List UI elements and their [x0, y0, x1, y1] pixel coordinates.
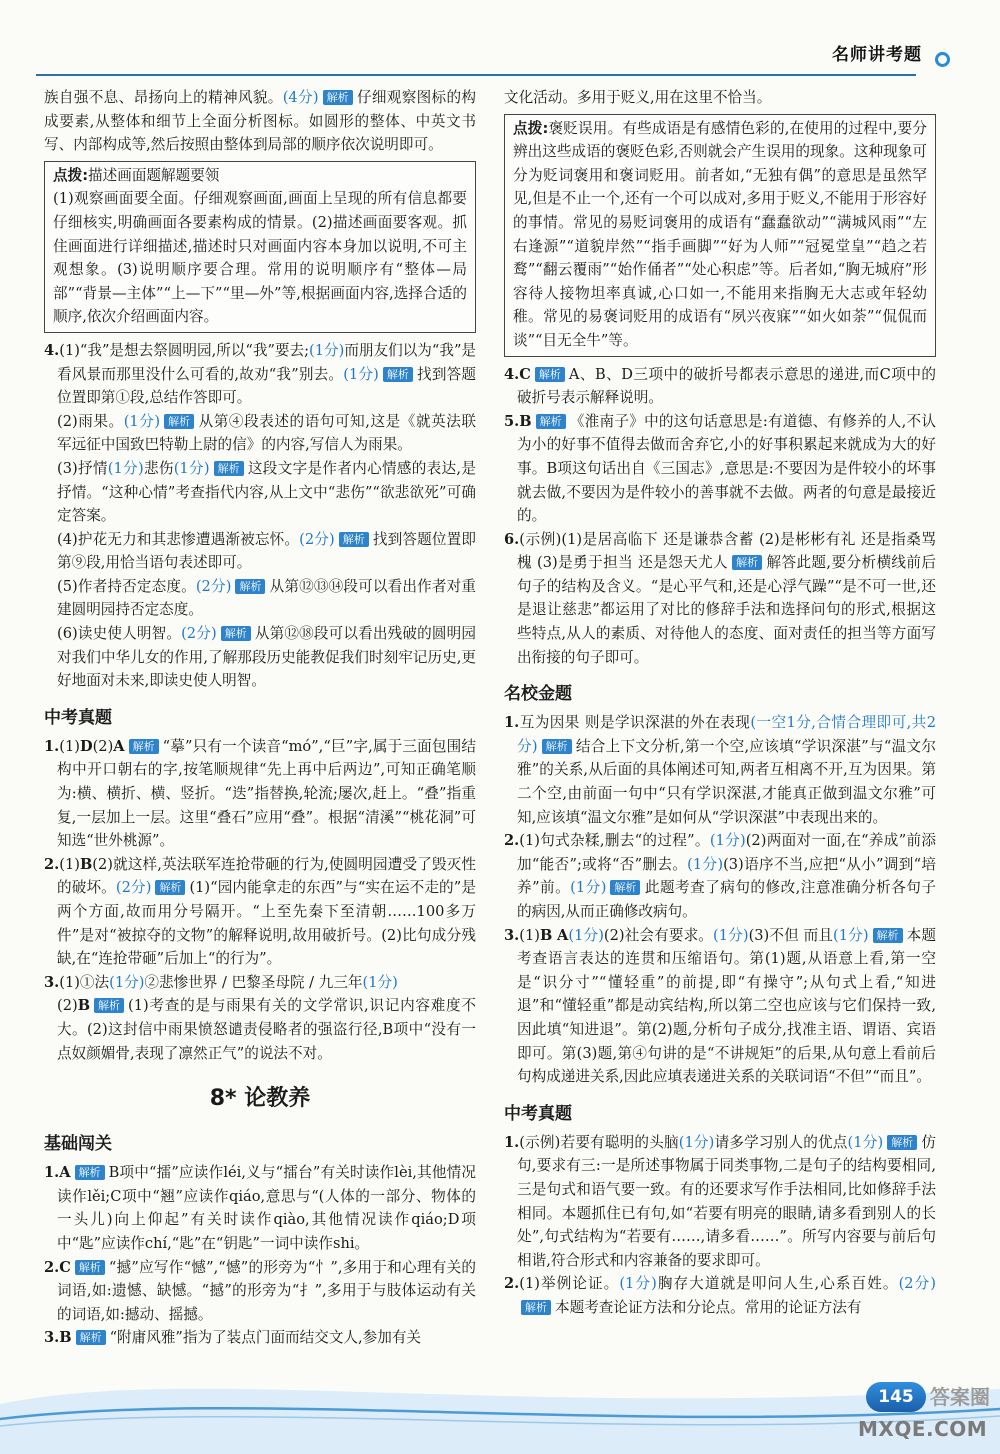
bold-label: D — [79, 737, 93, 755]
bold-label: 3.B — [44, 1329, 72, 1347]
text-run: 这段文字是作者内心情感的表达,是抒情。“这种心情”考查指代内容,从上文中“悲伤”“欲悲欲死”可确定答案。 — [57, 459, 476, 525]
score-points: (1分) — [343, 365, 379, 383]
text-run: (1)考查的是与雨果有关的文学常识,识记内容难度不大。(2)这封信中雨果愤怒谴责侵略者的强盗行径,B项中“没有一点奴颜媚骨,表现了凛然正气”的说法不对。 — [57, 997, 476, 1062]
text-run: (3)不但 而且 — [748, 926, 834, 944]
text-run: 褒贬误用。有些成语是有感情色彩的,在使用的过程中,要分辨出这些成语的褒贬色彩,否则就会产生误用的现象。这种现象可分为贬词褒用和褒词贬用。前者如,“无独有偶”的意思是虽然罕见,但是不止一个,还有一个可以成对,多用于贬义,不能用于形容好的事情。常见的易贬词褒用的成语有“蠢蠢欲动”“满城风雨”“左右逢源”“道貌岸然”“指手画脚”“好为人师”“冠冕堂皇”“趋之若鹜”“翻云覆雨”“始作俑者”“处心积虑”等。后者如,“胸无城府”形容待人接物坦率真诚,心口如一,不能用来指胸无大志或年轻幼稚。常见的易褒词贬用的成语有“夙兴夜寐”“如火如荼”“侃侃而谈”“目无全牛”等。 — [513, 119, 927, 349]
text-run: B项中“擂”应读作léi,义与“擂台”有关时读作lèi,其他情况读作lěi;C项中“翘”应读作qiáo,意思与“(人体的一部分、物体的一头儿)向上仰起”有关时读作qiào,其他情况读作qiáo;D项中“匙”应读作chí,“匙”在“钥匙”一词中读作shi。 — [57, 1164, 476, 1252]
analysis-tag: 解析 — [75, 1260, 105, 1275]
answer-item — [504, 1131, 936, 1273]
text-run: 互为因果 则是学识深湛的外在表现 — [519, 714, 751, 732]
bold-label: 1.A — [44, 1164, 71, 1182]
text-run: (2)两面对一面,在“养成”前添加“能否”;或将“否”删去。 — [517, 832, 936, 873]
bold-label: 3. — [44, 973, 60, 991]
text-run: ②悲惨世界 / 巴黎圣母院 / 九三年 — [144, 973, 363, 991]
text-run: 胸存大道就是叩问人生,心系百姓。 — [656, 1275, 899, 1293]
answer-item — [504, 528, 936, 670]
text-run: 此题考查了病句的修改,注意准确分析各句子的病因,从而正确修改病句。 — [517, 879, 936, 920]
analysis-tag: 解析 — [887, 1135, 917, 1150]
text-run: (2) — [57, 997, 78, 1015]
tip-box — [44, 161, 476, 333]
answer-item — [44, 853, 476, 971]
watermark-top: 答案圈 — [930, 1385, 990, 1409]
text-run: (3)语序不当,应把“从小”调到“培养”前。 — [517, 855, 936, 897]
analysis-tag: 解析 — [535, 367, 565, 382]
answer-item — [44, 339, 476, 410]
text-run: (5)作者持否定态度。 — [57, 577, 196, 595]
answer-subitem — [44, 457, 476, 528]
bold-label: 点拨: — [53, 166, 89, 184]
text-run: (1) — [519, 926, 540, 944]
analysis-tag: 解析 — [542, 739, 572, 754]
text-run: 族自强不息、昂扬向上的精神风貌。 — [44, 89, 283, 106]
section-heading: 中考真题 — [504, 1103, 572, 1124]
text-run: (1)举例论证。 — [519, 1275, 620, 1293]
text-run: 从第⑫⑬⑭段可以看出作者对重建圆明园持否定态度。 — [57, 577, 476, 619]
score-points: (1分) — [687, 855, 724, 873]
bold-label: B — [79, 855, 93, 873]
text-run: (1) — [59, 737, 80, 755]
text-run: (2)就这样,英法联军连抢带砸的行为,使圆明园遭受了毁灭性的破坏。 — [57, 855, 476, 897]
text-run: 《淮南子》中的这句话意思是:有道德、有修养的人,不认为小的好事不值得去做而舍弃它,小的好事积累起来就成为大的好事。B项这句话出自《三国志》,意思是:不要因为是件较小的坏事就去做,不要因为是件较小的善事就不去做。两者的句意是最接近的。 — [517, 412, 936, 525]
answer-item — [44, 971, 476, 995]
tip-box-body: (1)观察画面要全面。仔细观察画面,画面上呈现的所有信息都要仔细核实,明确画面各要素构成的情景。(2)描述画面要客观。抓住画面进行详细描述,描述时只对画面内容本身加以说明,不可主观想象。(3)说明顺序要合理。常用的说明顺序有“整体—局部”“背景—主体”“上—下”“里—外”等,根据画面内容,选择合适的顺序,依次介绍画面内容。 — [53, 190, 467, 326]
bold-label: 1. — [504, 714, 520, 732]
text-run: 从第④段表述的语句可知,这是《就英法联军远征中国致巴特勒上尉的信》的内容,写信人为雨果。 — [57, 412, 476, 454]
score-points: (1分) — [570, 879, 607, 897]
section-heading: 中考真题 — [44, 707, 112, 728]
analysis-tag: 解析 — [732, 555, 762, 570]
score-points: (1分) — [107, 459, 144, 477]
score-points: (1分) — [362, 973, 398, 991]
text-run: (2)雨果。 — [57, 412, 124, 430]
text-run: “撼”应写作“憾”,“憾”的形旁为“忄”,多用于和心理有关的词语,如:遗憾、缺憾。“撼”的形旁为“扌”,多用于与肢体运动有关的词语,如:撼动、摇撼。 — [57, 1258, 476, 1323]
text-run: 本题考查论证方法和分论点。常用的论证方法有 — [555, 1298, 862, 1316]
analysis-tag: 解析 — [323, 90, 353, 105]
bold-label: 2. — [504, 1275, 520, 1293]
text-run: (1)“园内能拿走的东西”与“实在运不走的”是两个方面,故而用分号隔开。“上至先秦下至清朝……100多万件”是对“被掠夺的文物”的解释说明,故用破折号。(2)比句成分残缺,在“连抢带砸”后加上“的行为”。 — [57, 879, 476, 968]
bold-label: B — [539, 926, 553, 944]
text-run: 找到答题位置即第①段,总结作答即可。 — [57, 365, 476, 407]
right-column — [504, 86, 936, 1364]
section-heading: 名校金题 — [504, 684, 572, 705]
text-run: (3)抒情 — [57, 459, 108, 477]
answer-item — [504, 924, 936, 1089]
bold-label: A — [113, 737, 125, 755]
tip-box — [504, 114, 936, 357]
text-run: 请多学习别人的优点 — [714, 1133, 848, 1151]
tip-box-heading — [53, 164, 467, 188]
text-run: “摹”只有一个读音“mó”,“巨”字,属于三面包围结构中开口朝右的字,按笔顺规律“先上再中后两边”,可知正确笔顺为:横、横折、横、竖折。“迭”指替换,轮流;屡次,赶上。“叠”指重复,一层加上一层。这里“叠石”应用“叠”。根据“清溪”“桃花洞”可知选“世外桃源”。 — [57, 737, 476, 850]
lesson-title: 8* 论教养 — [209, 1086, 311, 1112]
text-run: (2)社会有要求。 — [603, 926, 714, 944]
text-run: 从第⑫⑱段可以看出残破的圆明园对我们中华儿女的作用,了解那段历史能教促我们时刻牢记历史,更好地面对未来,即读史使人明智。 — [57, 625, 476, 690]
score-points: (一空1分,合情合理即可,共2分) — [517, 714, 936, 755]
analysis-tag: 解析 — [235, 579, 265, 594]
analysis-tag: 解析 — [94, 998, 124, 1013]
bold-label: 1. — [504, 1133, 520, 1151]
text-run: (6)读史使人明智。 — [57, 625, 182, 643]
analysis-tag: 解析 — [164, 414, 194, 429]
text-run: (1)“我”是想去祭圆明园,所以“我”要去; — [59, 341, 310, 359]
score-points: (2分) — [898, 1275, 936, 1293]
text-run: 文化活动。多用于贬义,用在这里不恰当。 — [504, 89, 772, 106]
watermark: MXQE.COM — [858, 1417, 988, 1441]
text-run: 悲伤 — [143, 459, 174, 477]
score-points: (1分) — [568, 926, 604, 944]
score-points: (2分) — [299, 530, 335, 548]
score-points: (1分) — [173, 459, 210, 477]
analysis-tag: 解析 — [339, 532, 369, 547]
score-points: (4分) — [282, 89, 319, 106]
text-run: 而朋友们以为“我”是看风景而那里没什么可看的,故劝“我”别去。 — [57, 341, 476, 383]
analysis-tag: 解析 — [873, 928, 903, 943]
text-run: (1)句式杂糅,删去“的过程”。 — [519, 832, 710, 850]
text-run: 本题考查语言表达的连贯和压缩语句。第(1)题,从语意上看,第一空是“识分寸”“懂轻重”的前提,即“有操守”;从句式上看,“知进退”和“懂轻重”都是动宾结构,所以第二空也应该与它们保持一致,因此填“知进退”。第(2)题,分析句子成分,找准主语、谓语、宾语即可。第(3)题,第④句讲的是“不讲规矩”的后果,从句意上看前后句构成递进关系,因此应填表递进关系的关联词语“不但”“而且”。 — [517, 926, 936, 1086]
bold-label: 1. — [44, 737, 60, 755]
score-points: (1分) — [619, 1275, 657, 1293]
text-run: 解答此题,要分析横线前后句子的结构及含义。“是心平气和,还是心浮气躁”“是不可一世,还是退让慈悲”都运用了对比的修辞手法和选择问句的形式,根据这些特点,从人的素质、对待他人的态度、面对责任的担当等方面写出衔接的句子即可。 — [517, 554, 936, 666]
page-number: 145 — [866, 1382, 926, 1412]
text-run: 找到答题位置即第⑨段,用恰当语句表述即可。 — [57, 530, 476, 572]
bold-label: 6. — [504, 530, 520, 548]
text-run: (示例)若要有聪明的头脑 — [519, 1133, 679, 1151]
text-run: 仔细观察图标的构成要素,从整体和细节上全面分析图标。如圆形的整体、中英文书写、内部构成等,然后按照由整体到局部的顺序依次说明即可。 — [44, 89, 476, 154]
answer-item — [44, 1256, 476, 1327]
text-run: 仿句,要求有三:一是所述事物属于同类事物,二是句子的结构要相同,三是句式和语气要一致。有的还要求写作手法相同,比如修辞手法相同。本题抓住已有句,如“若要有明亮的眼睛,请多看到别人的长处”,句式结构为“若要有……,请多看……”。所写内容要与前后句相谐,符合形式和内容兼备的要求即可。 — [517, 1133, 936, 1269]
score-points: (2分) — [195, 577, 232, 595]
text-run: (4)护花无力和其悲惨遭遇渐被忘怀。 — [57, 530, 300, 548]
answer-subitem — [44, 410, 476, 457]
answer-item — [504, 363, 936, 410]
score-points: (2分) — [115, 879, 152, 897]
answer-subitem — [44, 575, 476, 622]
analysis-tag: 解析 — [536, 414, 566, 429]
score-points: (1分) — [713, 926, 749, 944]
tip-box-heading — [513, 117, 927, 353]
answer-subitem — [44, 622, 476, 693]
footer-wave-decoration — [0, 1364, 1000, 1454]
bold-label: 点拨: — [513, 119, 549, 137]
answer-item — [504, 711, 936, 829]
text-run: “附庸风雅”指为了装点门面而结交文人,参加有关 — [109, 1329, 422, 1347]
section-heading: 基础闯关 — [44, 1134, 112, 1155]
score-points: (1分) — [123, 412, 161, 430]
bold-label: 3. — [504, 926, 520, 944]
paragraph — [44, 86, 476, 157]
bold-label: 5.B — [504, 412, 532, 430]
answer-item — [44, 1326, 476, 1350]
answer-item — [504, 1272, 936, 1319]
analysis-tag: 解析 — [221, 626, 251, 641]
analysis-tag: 解析 — [214, 461, 244, 476]
score-points: (2分) — [181, 625, 217, 643]
text-run: (1)①法 — [59, 973, 110, 991]
analysis-tag: 解析 — [129, 739, 159, 754]
score-points: (1分) — [309, 341, 345, 359]
analysis-tag: 解析 — [521, 1300, 551, 1315]
bold-label: A — [557, 926, 569, 944]
analysis-tag: 解析 — [383, 367, 413, 382]
bold-label: 2. — [44, 855, 60, 873]
bold-label: 2.C — [44, 1258, 71, 1276]
text-run: (2) — [92, 737, 114, 755]
analysis-tag: 解析 — [610, 880, 640, 895]
text-run: A、B、D三项中的破折号都表示意思的递进,而C项中的破折号表示解释说明。 — [517, 365, 936, 407]
answer-item — [504, 829, 936, 923]
score-points: (1分) — [709, 832, 746, 850]
score-points: (1分) — [109, 973, 145, 991]
header-title: 名师讲考题 — [832, 45, 922, 65]
analysis-tag: 解析 — [76, 1330, 106, 1345]
answer-subitem — [44, 528, 476, 575]
answer-item — [44, 1161, 476, 1255]
answer-item — [504, 410, 936, 528]
text-run: (1) — [59, 855, 80, 873]
text-run: 结合上下文分析,第一个空,应该填“学识深湛”与“温文尔雅”的关系,从后面的具体阐述可知,两者互相离不开,互为因果。第二个空,由前面一句中“只有学识深湛,才能真正做到温文尔雅”可知,应该填“温文尔雅”是如何从“学识深湛”中表现出来的。 — [517, 737, 936, 826]
answer-subitem — [44, 994, 476, 1065]
left-column — [44, 86, 476, 1364]
analysis-tag: 解析 — [75, 1165, 105, 1180]
analysis-tag: 解析 — [155, 880, 185, 895]
header-divider — [36, 74, 916, 76]
score-points: (1分) — [847, 1133, 884, 1151]
answer-item — [44, 735, 476, 853]
header-ring-icon — [935, 52, 950, 67]
bold-label: 4.C — [504, 365, 531, 383]
text-run: 描述画面题解题要领 — [88, 166, 220, 184]
bold-label: B — [77, 997, 91, 1015]
score-points: (1分) — [678, 1133, 715, 1151]
score-points: (1分) — [833, 926, 869, 944]
paragraph — [504, 86, 936, 110]
bold-label: 2. — [504, 832, 520, 850]
text-run: (示例)(1)是居高临下 还是谦恭含蓄 (2)是彬彬有礼 还是指桑骂槐 (3)是勇于担当 还是怨天尤人 — [517, 530, 936, 572]
bold-label: 4. — [44, 341, 60, 359]
